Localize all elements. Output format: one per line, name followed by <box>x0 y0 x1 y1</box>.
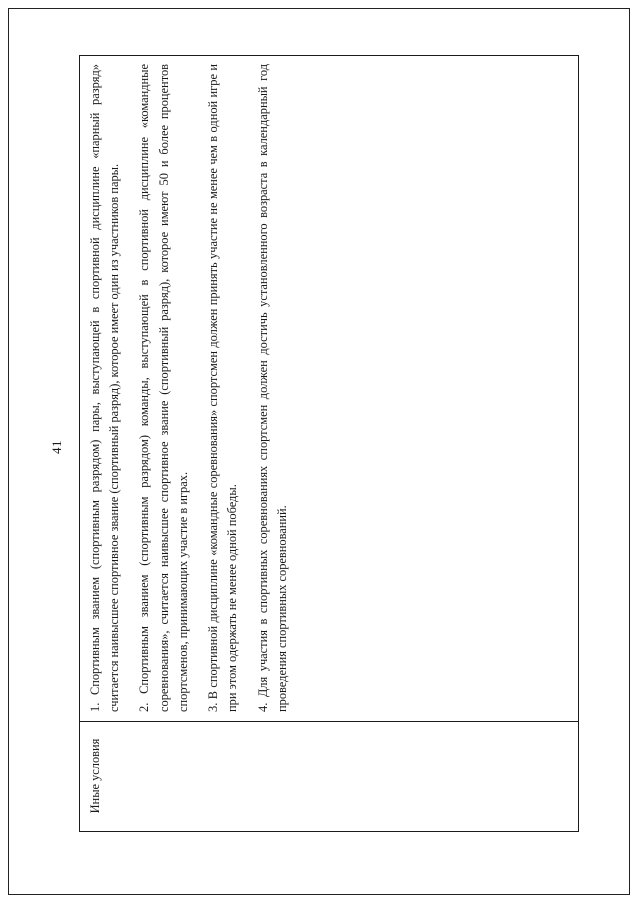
table-row-conditions <box>80 55 579 721</box>
condition-item: 4. Для участия в спортивных соревнованиях спортсмен должен достичь установленного возраста в календарный год проведения спортивных соревнований. <box>255 63 289 712</box>
table-row-label: Иные условия <box>80 721 579 831</box>
conditions-table-wrapper <box>79 63 579 832</box>
rotated-document-area <box>9 9 640 914</box>
condition-item: 3. В спортивной дисциплине «командные соревнования» спортсмен должен принять участие не менее чем в одной игре и при этом одержать не менее одной победы. <box>206 63 240 712</box>
page-number: 41 <box>49 440 64 454</box>
condition-item: 1. Спортивным званием (спортивным разрядом) пары, выступающей в спортивной дисциплине «парный разряд» считается наивысшее спортивное звание (спортивный разряд), которое имеет один из участников пары. <box>88 63 122 712</box>
conditions-table <box>79 55 579 832</box>
condition-item: 2. Спортивным званием (спортивным разрядом) команды, выступающей в спортивной дисциплине «командные соревнования», считается наивысшее спортивное звание (спортивный разряд), которое имеют 50 и более процентов спортсменов, принимающих участие в играх. <box>137 63 190 712</box>
scanned-page-sheet <box>8 8 630 895</box>
table-row <box>80 55 579 831</box>
